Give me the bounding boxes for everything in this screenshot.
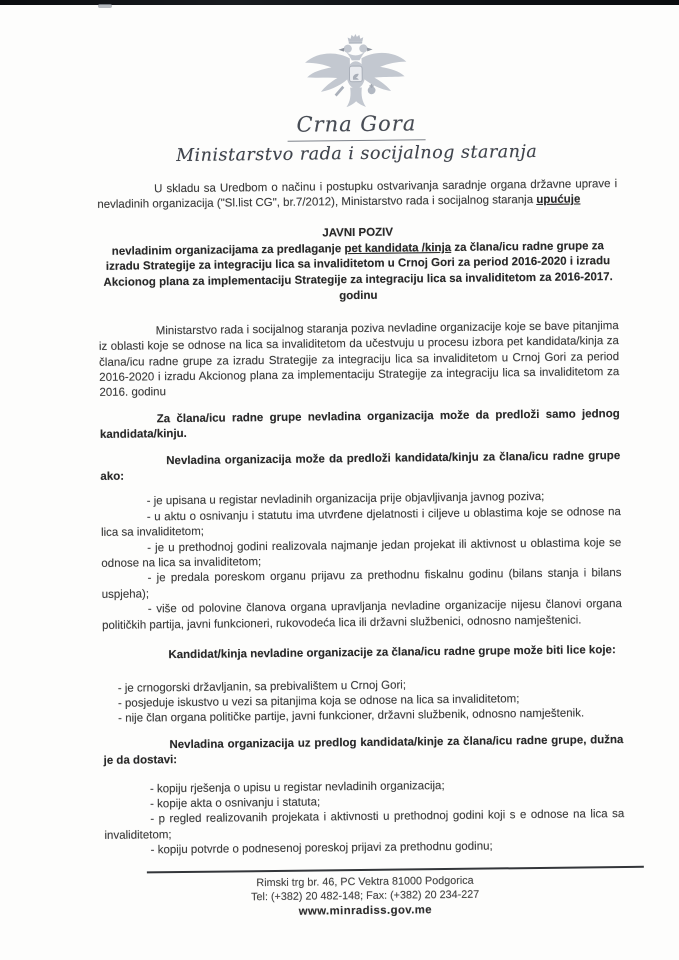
coat-of-arms-icon bbox=[296, 32, 415, 109]
footer bbox=[105, 872, 625, 921]
section-heading: Nevladina organizacija uz predlog kandidata/kinje za člana/icu radne grupe, dužna je da dostavi: bbox=[103, 733, 624, 768]
footer-tel-fax: Tel: (+382) 20 482-148; Fax: (+382) 20 234-227 bbox=[251, 888, 480, 904]
list-item: - više od polovine članova organa upravljanja nevladine organizacije nijesu članovi organa političkih partija, javni funkcioneri, rukovodeća lica ili državni službenici, odnosno namještenici. bbox=[102, 598, 622, 632]
criteria-list bbox=[101, 489, 623, 634]
footer-website: www.minradiss.gov.me bbox=[298, 903, 433, 918]
list-item: - posjeduje iskustvo u vezi sa pitanjima koja se odnose na lica sa invaliditetom; bbox=[117, 693, 520, 710]
country-title: Crna Gora bbox=[296, 111, 417, 137]
ministry-title: Ministarstvo rada i socijalnog staranja bbox=[176, 141, 538, 167]
body-paragraph: Ministarstvo rada i socijalnog staranja poziva nevladine organizacije koje se bave pitanjima iz oblasti koje se odnose na lica sa invaliditetom da učestvuju u procesu izbora pet kandidata/kinja za člana/icu radne grupe za izradu Strategije za integraciju lica sa invaliditetom u Crnoj Gori za period 2016-2020 i izradu Akcionog plana za implementaciju Strategije za integraciju lica sa invaliditetom za 2016. godinu bbox=[98, 319, 620, 400]
intro-emphasis: upućuje bbox=[536, 193, 581, 207]
list-item: - nije član organa političke partije, javni funkcioner, državni službenik, odnosno namještenik. bbox=[118, 707, 585, 726]
list-item: - kopije akta o osnivanju i statuta; bbox=[150, 796, 321, 811]
criteria-list bbox=[103, 676, 623, 728]
body-paragraph-bold: Za člana/icu radne grupe nevladina organizacija može da predloži samo jednog kandidata/kinju. bbox=[99, 407, 620, 442]
section-heading: Nevladina organizacija može da predloži kandidata/kinju za člana/icu radne grupe ako: bbox=[100, 449, 621, 483]
section-required-documents bbox=[103, 733, 624, 860]
call-subtitle-post: za člana/icu radne grupe za izradu Strategije za integraciju lica sa invaliditetom u Crnoj Gori za period 2016-2020 i izradu Akcionog plana za implementaciju Strategije za integraciju lica sa invaliditetom za 2016-2017. godinu bbox=[103, 239, 613, 303]
document-content bbox=[95, 0, 625, 921]
intro-text: U skladu sa Uredbom o načinu i postupku ostvarivanja saradnje organa državne uprave i nevladinih organizacija ("Sl.list CG", br.7/2012), Ministarstvo rada i socijalnog staranja bbox=[97, 178, 618, 212]
list-item: - je crnogorski državljanin, sa prebivalištem u Crnoj Gori; bbox=[117, 678, 407, 695]
call-subtitle-pre: nevladinim organizacijama za predlaganje bbox=[111, 242, 345, 258]
list-item: - je u prethodnoj godini realizovala najmanje jedan projekat ili aktivnost u oblastima koje se odnose na lica sa invaliditetom; bbox=[101, 536, 622, 570]
call-subtitle bbox=[98, 239, 619, 308]
call-subtitle-underlined: pet kandidata /kinja bbox=[344, 241, 452, 255]
call-title-block bbox=[98, 223, 619, 308]
letterhead-divider bbox=[288, 139, 426, 142]
list-item: - p regled realizovanih projekata i aktivnosti u prethodnoj godini koji s e odnose na lica sa invaliditetom; bbox=[104, 808, 625, 842]
list-item: - kopiju rješenja o upisu u registar nevladinih organizacija; bbox=[149, 779, 445, 795]
section-organization-criteria bbox=[100, 449, 622, 634]
list-item: - je predala poreskom organu prijavu za prethodnu fiskalnu godinu (bilans stanja i bilans uspjeha); bbox=[101, 567, 622, 601]
intro-paragraph bbox=[97, 177, 617, 214]
section-candidate-criteria bbox=[102, 643, 623, 728]
call-heading: JAVNI POZIV bbox=[322, 226, 394, 240]
list-item: - je upisana u registar nevladinih organizacija prije objavljivanja javnog poziva; bbox=[146, 491, 545, 508]
list-item: - kopiju potvrde o podnesenoj poreskoj prijavi za prethodnu godinu; bbox=[150, 840, 493, 857]
documents-list bbox=[104, 777, 625, 860]
section-heading: Kandidat/kinja nevladine organizacije za člana/icu radne grupe može biti lice koje: bbox=[168, 644, 616, 662]
list-item: - u aktu o osnivanju i statutu ima utvrđene djelatnosti i ciljeve u oblastima koje se odnose na lica sa invaliditetom; bbox=[100, 505, 621, 540]
footer-address: Rimski trg br. 46, PC Vektra 81000 Podgorica bbox=[256, 874, 474, 889]
